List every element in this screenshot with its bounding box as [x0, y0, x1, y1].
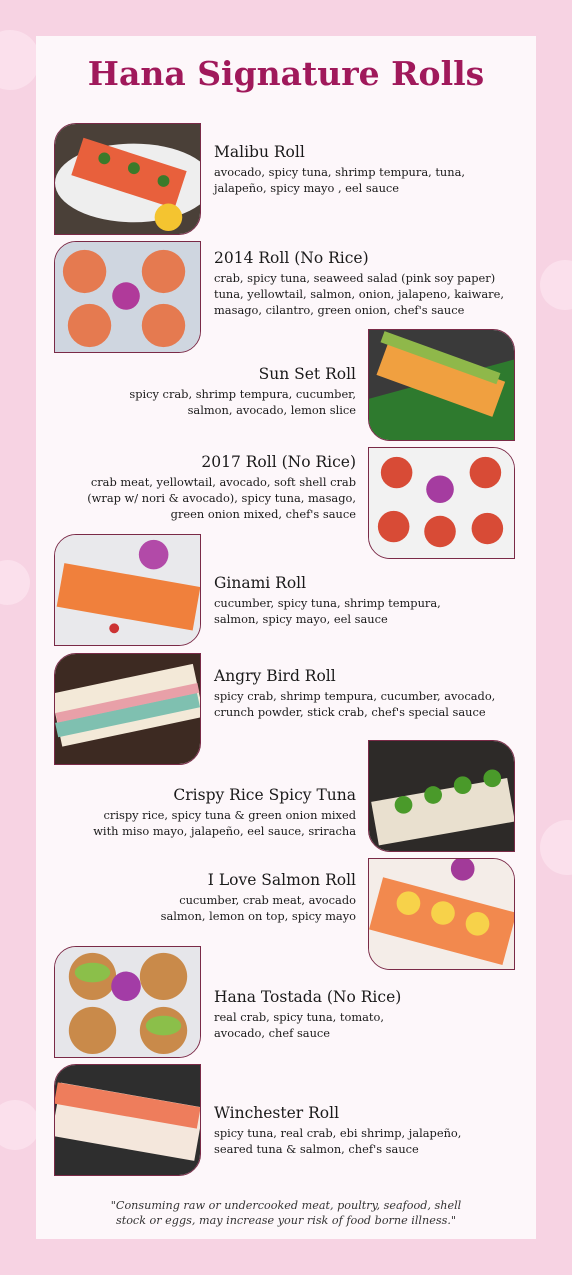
item-description — [214, 595, 534, 627]
background-flower — [540, 260, 572, 310]
malibu-roll-photo — [54, 123, 201, 235]
description-line: avocado, spicy tuna, shrimp tempura, tuna, — [214, 165, 466, 179]
item-description — [214, 1009, 534, 1041]
item-name: Crispy Rice Spicy Tuna — [173, 786, 356, 804]
item-name: I Love Salmon Roll — [207, 871, 356, 889]
background-flower — [0, 30, 40, 90]
description-line: seared tuna & salmon, chef's sauce — [214, 1142, 419, 1156]
description-line: cucumber, spicy tuna, shrimp tempura, — [214, 596, 441, 610]
description-line: spicy crab, shrimp tempura, cucumber, — [129, 387, 356, 401]
item-name: Angry Bird Roll — [214, 667, 336, 685]
item-description — [56, 386, 356, 418]
item-name: 2014 Roll (No Rice) — [214, 249, 369, 267]
item-description — [56, 892, 356, 924]
i-love-salmon-roll-photo — [368, 858, 515, 970]
2017-roll-photo — [368, 447, 515, 559]
winchester-roll-photo — [54, 1064, 201, 1176]
item-name: Malibu Roll — [214, 143, 305, 161]
item-name: Hana Tostada (No Rice) — [214, 988, 402, 1006]
item-description — [214, 164, 534, 196]
description-line: green onion mixed, chef's sauce — [170, 507, 356, 521]
description-line: crab, spicy tuna, seaweed salad (pink soy paper) — [214, 271, 496, 285]
description-line: salmon, lemon on top, spicy mayo — [160, 909, 356, 923]
description-line: cucumber, crab meat, avocado — [179, 893, 356, 907]
ginami-roll-photo — [54, 534, 201, 646]
menu-panel — [36, 36, 536, 1239]
background-flower — [0, 1100, 40, 1150]
description-line: salmon, avocado, lemon slice — [187, 403, 356, 417]
description-line: crispy rice, spicy tuna & green onion mixed — [103, 808, 356, 822]
item-name: Sun Set Roll — [258, 365, 356, 383]
description-line: spicy crab, shrimp tempura, cucumber, avocado, — [214, 689, 496, 703]
food-safety-disclaimer — [66, 1198, 506, 1228]
crispy-rice-spicy-tuna-photo — [368, 740, 515, 852]
hana-tostada-photo — [54, 946, 201, 1058]
description-line: crunch powder, stick crab, chef's special sauce — [214, 705, 486, 719]
sun-set-roll-photo — [368, 329, 515, 441]
item-name: 2017 Roll (No Rice) — [201, 453, 356, 471]
description-line: salmon, spicy mayo, eel sauce — [214, 612, 388, 626]
disclaimer-line: "Consuming raw or undercooked meat, poultry, seafood, shell — [110, 1199, 462, 1212]
description-line: avocado, chef sauce — [214, 1026, 331, 1040]
description-line: (wrap w/ nori & avocado), spicy tuna, masago, — [87, 491, 356, 505]
item-name: Winchester Roll — [214, 1104, 340, 1122]
item-name: Ginami Roll — [214, 574, 307, 592]
description-line: tuna, yellowtail, salmon, onion, jalapeno, kaiware, — [214, 287, 504, 301]
item-description — [56, 474, 356, 522]
description-line: crab meat, yellowtail, avocado, soft shell crab — [90, 475, 356, 489]
description-line: masago, cilantro, green onion, chef's sauce — [214, 303, 465, 317]
2014-roll-photo — [54, 241, 201, 353]
description-line: spicy tuna, real crab, ebi shrimp, jalapeño, — [214, 1126, 462, 1140]
item-description — [214, 270, 534, 318]
background-flower — [0, 560, 30, 605]
description-line: with miso mayo, jalapeño, eel sauce, sriracha — [93, 824, 356, 838]
item-description — [214, 688, 534, 720]
description-line: real crab, spicy tuna, tomato, — [214, 1010, 384, 1024]
disclaimer-line: stock or eggs, may increase your risk of food borne illness." — [115, 1214, 457, 1227]
item-description — [56, 807, 356, 839]
menu-title: Hana Signature Rolls — [87, 54, 485, 93]
item-description — [214, 1125, 534, 1157]
background-flower — [540, 820, 572, 875]
angry-bird-roll-photo — [54, 653, 201, 765]
description-line: jalapeño, spicy mayo , eel sauce — [214, 181, 400, 195]
